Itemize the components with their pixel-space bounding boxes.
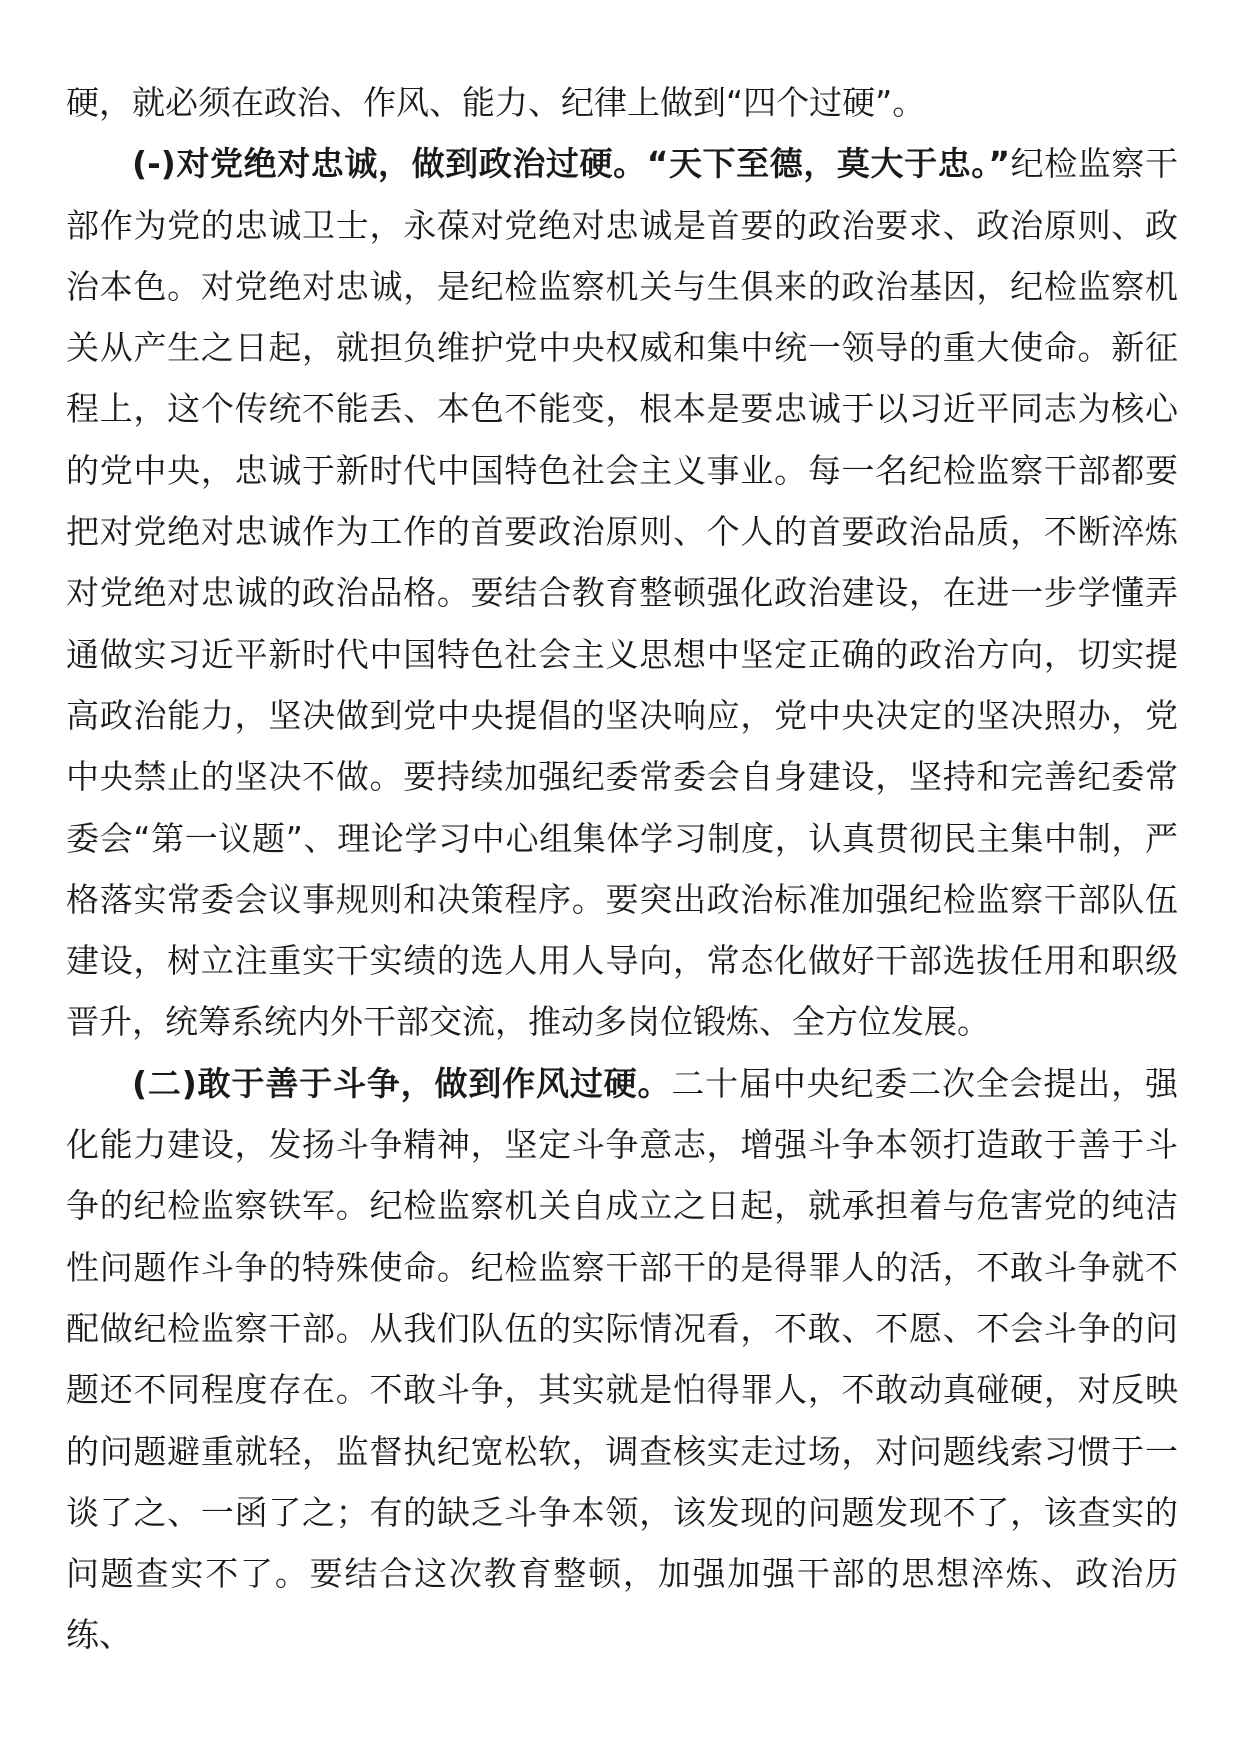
paragraph-intro-continuation <box>66 72 1178 133</box>
paragraph-body: 纪检监察干部作为党的忠诚卫士，永葆对党绝对忠诚是首要的政治要求、政治原则、政治本色。对党绝对忠诚，是纪检监察机关与生俱来的政治基因，纪检监察机关从产生之日起，就担负维护党中央权威和集中统一领导的重大使命。新征程上，这个传统不能丢、本色不能变，根本是要忠诚于以习近平同志为核心的党中央，忠诚于新时代中国特色社会主义事业。每一名纪检监察干部都要把对党绝对忠诚作为工作的首要政治原则、个人的首要政治品质，不断淬炼对党绝对忠诚的政治品格。要结合教育整顿强化政治建设，在进一步学懂弄通做实习近平新时代中国特色社会主义思想中坚定正确的政治方向，切实提高政治能力，坚决做到党中央提倡的坚决响应，党中央决定的坚决照办，党中央禁止的坚决不做。要持续加强纪委常委会自身建设，坚持和完善纪委常委会“第一议题”、理论学习中心组集体学习制度，认真贯彻民主集中制，严格落实常委会议事规则和决策程序。要突出政治标准加强纪检监察干部队伍建设，树立注重实干实绩的选人用人导向，常态化做好干部选拔任用和职级晋升，统筹系统内外干部交流，推动多岗位锻炼、全方位发展。 <box>66 144 1178 1042</box>
paragraph-political-loyalty <box>66 133 1178 1052</box>
paragraph-body: 二十届中央纪委二次全会提出，强化能力建设，发扬斗争精神，坚定斗争意志，增强斗争本领打造敢于善于斗争的纪检监察铁军。纪检监察机关自成立之日起，就承担着与危害党的纯洁性问题作斗争的特殊使命。纪检监察干部干的是得罪人的活，不敢斗争就不配做纪检监察干部。从我们队伍的实际情况看，不敢、不愿、不会斗争的问题还不同程度存在。不敢斗争，其实就是怕得罪人，不敢动真碰硬，对反映的问题避重就轻，监督执纪宽松软，调查核实走过场，对问题线索习惯于一谈了之、一函了之；有的缺乏斗争本领，该发现的问题发现不了，该查实的问题查实不了。要结合这次教育整顿，加强加强干部的思想淬炼、政治历练、 <box>66 1063 1178 1655</box>
paragraph-body: 硬，就必须在政治、作风、能力、纪律上做到“四个过硬”。 <box>66 83 926 122</box>
section-heading-2: (二)敢于善于斗争，做到作风过硬。 <box>132 1063 672 1103</box>
paragraph-struggle <box>66 1053 1178 1666</box>
document-page <box>66 72 1178 1666</box>
section-heading-1: (-)对党绝对忠诚，做到政治过硬。“天下至德，莫大于忠。” <box>132 144 1011 184</box>
